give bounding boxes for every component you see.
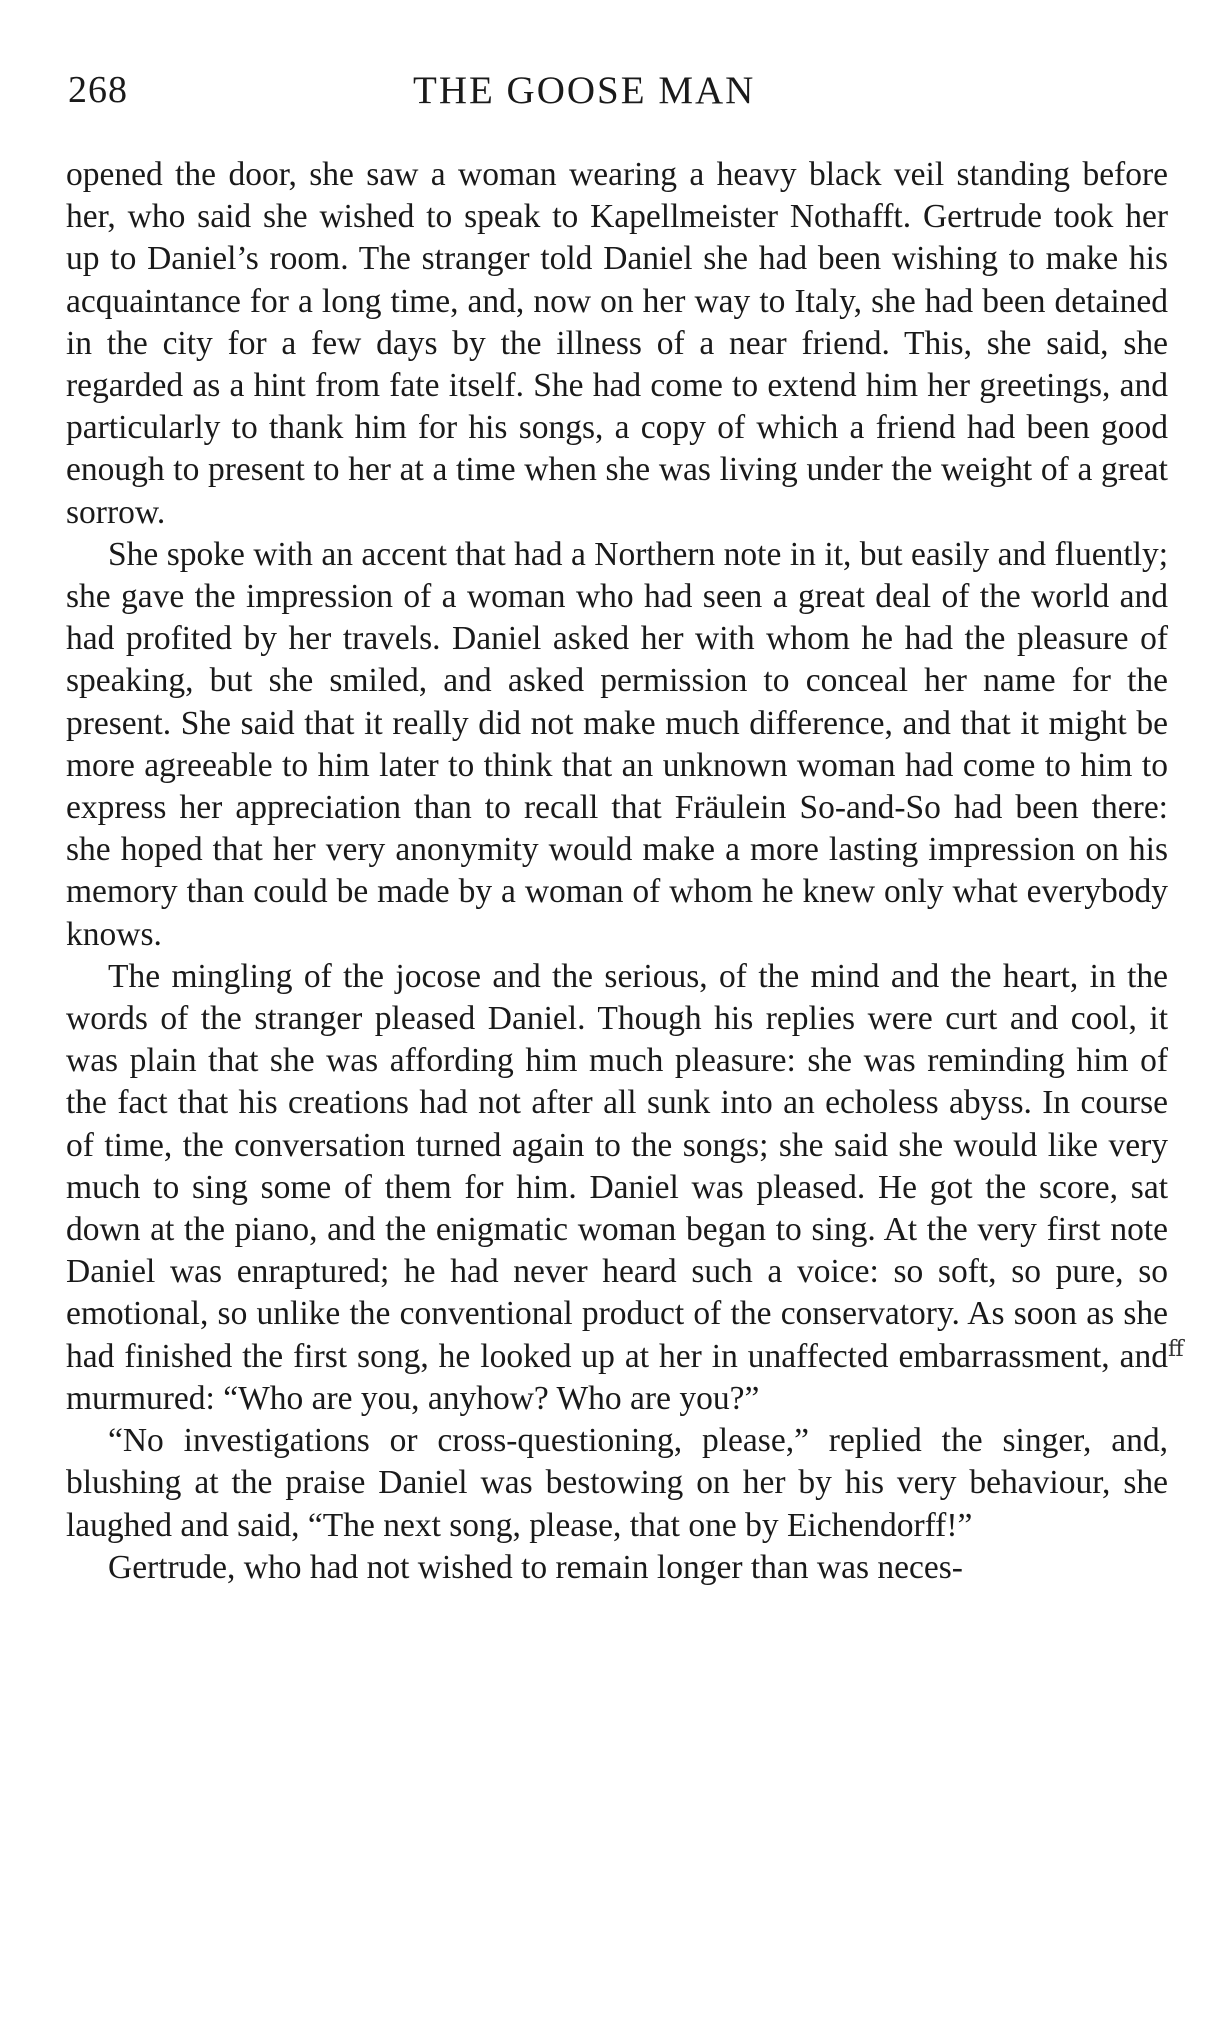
margin-mark: ﬀ	[1168, 1336, 1184, 1361]
page-number: 268	[68, 69, 128, 111]
body-text	[66, 154, 1168, 1589]
page-header	[68, 68, 1168, 124]
paragraph: She spoke with an accent that had a Northern note in it, but easily and fluently; she gave the impression of a woman who had seen a great deal of the world and had profited by her travels. Daniel asked her with whom he had the pleasure of speaking, but she smiled, and asked permission to conceal her name for the present. She said that it really did not make much difference, and that it might be more agreeable to him later to think that an unknown woman had come to him to express her appreciation than to recall that Fräulein So-and-So had been there: she hoped that her very anonymity would make a more lasting impression on his memory than could be made by a woman of whom he knew only what everybody knows.	[66, 535, 1168, 953]
paragraph: The mingling of the jocose and the serious, of the mind and the heart, in the words of the stranger pleased Daniel. Though his replies were curt and cool, it was plain that she was affording him much pleasure: she was reminding him of the fact that his creations had not after all sunk into an echoless abyss. In course of time, the conversation turned again to the songs; she said she would like very much to sing some of them for him. Daniel was pleased. He got the score, sat down at the piano, and the enigmatic woman began to sing. At the very first note Daniel was enraptured; he had never heard such a voice: so soft, so pure, so emotional, so unlike the conventional product of the conservatory. As soon as she had finished the first song, he looked up at her in unaffected embarrassment, and murmured: “Who are you, anyhow? Who are you?”	[66, 957, 1168, 1417]
paragraph: “No investigations or cross-questioning, please,” replied the singer, and, blushing at the praise Daniel was bestowing on her by his very behaviour, she laughed and said, “The next song, please, that one by Eichendorff!”	[66, 1422, 1168, 1544]
paragraph: Gertrude, who had not wished to remain longer than was neces-	[108, 1548, 963, 1586]
running-head: THE GOOSE MAN	[413, 69, 756, 112]
paragraph: opened the door, she saw a woman wearing a heavy black veil standing before her, who said she wished to speak to Kapellmeister Nothafft. Gertrude took her up to Daniel’s room. The stranger told Daniel she had been wishing to make his acquaintance for a long time, and, now on her way to Italy, she had been detained in the city for a few days by the illness of a near friend. This, she said, she regarded as a hint from fate itself. She had come to extend him her greetings, and particularly to thank him for his songs, a copy of which a friend had been good enough to present to her at a time when she was living under the weight of a great sorrow.	[66, 156, 1168, 531]
